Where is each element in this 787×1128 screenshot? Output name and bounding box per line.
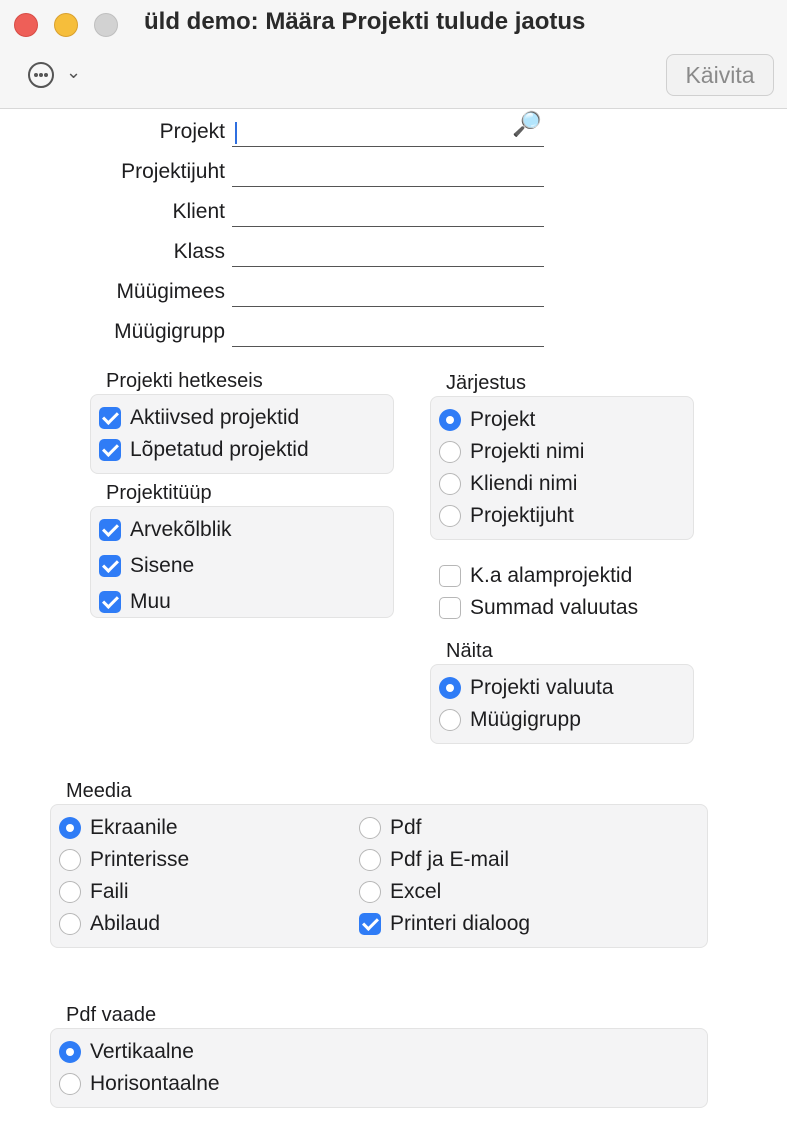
muugimees-field[interactable] [232,280,544,307]
ekraanile-radio[interactable] [59,817,81,839]
sisene-label: Sisene [130,554,195,577]
section-title-naita: Näita [446,640,493,662]
minimize-window-button[interactable] [54,13,78,37]
jarjestus-projekti-nimi-radio[interactable] [439,441,461,463]
summad-valuutas-checkbox[interactable] [439,597,461,619]
field-label-projektijuht: Projektijuht [121,160,225,183]
ellipsis-circle-icon[interactable] [28,62,54,88]
muugigrupp-field[interactable] [232,320,544,347]
vertikaalne-label: Vertikaalne [90,1040,194,1063]
section-title-jarjestus: Järjestus [446,372,527,394]
section-title-pdf-vaade: Pdf vaade [66,1004,157,1026]
projektijuht-field[interactable] [232,160,544,187]
search-icon[interactable]: 🔎 [512,111,542,138]
aktiivsed-projektid-label: Aktiivsed projektid [130,406,300,429]
close-window-button[interactable] [14,13,38,37]
section-title-projektituup: Projektitüüp [106,482,212,504]
faili-radio[interactable] [59,881,81,903]
printeri-dialoog-label: Printeri dialoog [390,912,531,935]
jarjestus-kliendi-nimi-radio[interactable] [439,473,461,495]
printerisse-radio[interactable] [59,849,81,871]
pdf-label: Pdf [390,816,422,839]
horisontaalne-label: Horisontaalne [90,1072,220,1095]
abilaud-radio[interactable] [59,913,81,935]
pdf-ja-email-label: Pdf ja E-mail [390,848,510,871]
projekti-valuuta-label: Projekti valuuta [470,676,614,699]
muu-label: Muu [130,590,171,613]
window-title: üld demo: Määra Projekti tulude jaotus [144,8,586,35]
lopetatud-projektid-checkbox[interactable] [99,439,121,461]
muu-checkbox[interactable] [99,591,121,613]
jarjestus-projekti-nimi-label: Projekti nimi [470,440,585,463]
chevron-down-icon[interactable]: ⌄ [66,62,82,82]
field-label-muugigrupp: Müügigrupp [114,320,225,343]
naita-muugigrupp-label: Müügigrupp [470,708,581,731]
field-label-klient: Klient [172,200,225,223]
aktiivsed-projektid-checkbox[interactable] [99,407,121,429]
excel-radio[interactable] [359,881,381,903]
zoom-window-button[interactable] [94,13,118,37]
projekt-field[interactable] [232,111,544,147]
horisontaalne-radio[interactable] [59,1073,81,1095]
ka-alamprojektid-checkbox[interactable] [439,565,461,587]
section-title-projekti-hetkeseis: Projekti hetkeseis [106,370,263,392]
naita-muugigrupp-radio[interactable] [439,709,461,731]
pdf-ja-email-radio[interactable] [359,849,381,871]
pdf-radio[interactable] [359,817,381,839]
summad-valuutas-label: Summad valuutas [470,596,639,619]
lopetatud-projektid-label: Lõpetatud projektid [130,438,309,461]
excel-label: Excel [390,880,442,903]
jarjestus-kliendi-nimi-label: Kliendi nimi [470,472,578,495]
projekti-valuuta-radio[interactable] [439,677,461,699]
field-label-muugimees: Müügimees [116,280,225,303]
title-bar [0,0,787,109]
jarjestus-projektijuht-label: Projektijuht [470,504,574,527]
arvekolblik-label: Arvekõlblik [130,518,232,541]
jarjestus-projekt-label: Projekt [470,408,536,431]
field-label-projekt: Projekt [159,120,225,143]
field-label-klass: Klass [173,240,225,263]
faili-label: Faili [90,880,129,903]
klient-field[interactable] [232,200,544,227]
sisene-checkbox[interactable] [99,555,121,577]
section-title-meedia: Meedia [66,780,132,802]
printerisse-label: Printerisse [90,848,190,871]
abilaud-label: Abilaud [90,912,161,935]
text-caret [235,122,237,144]
jarjestus-projektijuht-radio[interactable] [439,505,461,527]
run-button[interactable]: Käivita [666,54,774,96]
ka-alamprojektid-label: K.a alamprojektid [470,564,633,587]
printeri-dialoog-checkbox[interactable] [359,913,381,935]
jarjestus-projekt-radio[interactable] [439,409,461,431]
klass-field[interactable] [232,240,544,267]
ekraanile-label: Ekraanile [90,816,178,839]
arvekolblik-checkbox[interactable] [99,519,121,541]
vertikaalne-radio[interactable] [59,1041,81,1063]
